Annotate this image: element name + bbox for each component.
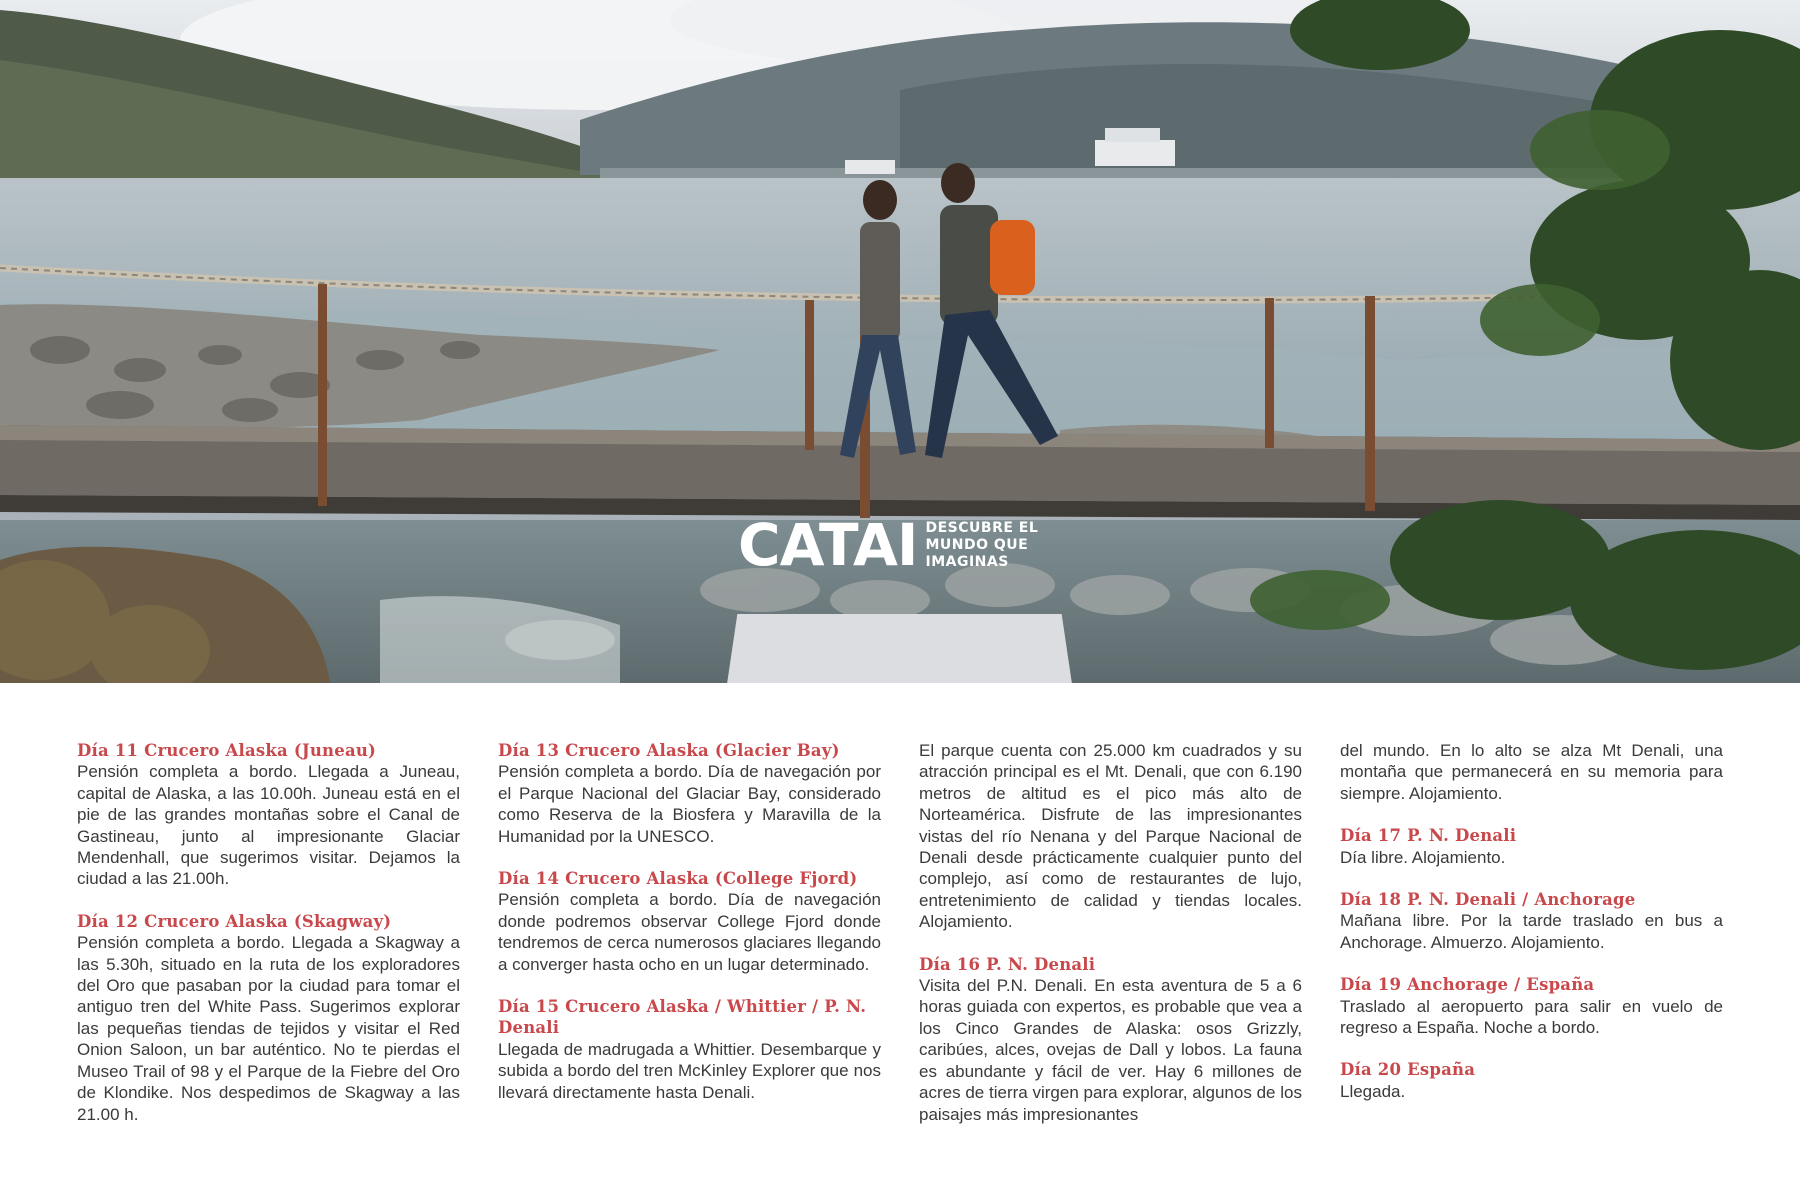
day-entry bbox=[1340, 1059, 1723, 1102]
day-title: Día 14 Crucero Alaska (College Fjord) bbox=[498, 869, 858, 889]
day-text: Mañana libre. Por la tarde traslado en bus a Anchorage. Almuerzo. Alojamiento. bbox=[1340, 911, 1723, 952]
day-title: Día 15 Crucero Alaska / Whittier / P. N. Denali bbox=[498, 997, 867, 1038]
day-text: El parque cuenta con 25.000 km cuadrados y su atracción principal es el Mt. Denali, que con 6.190 metros de altitud es el pico más alto de Norteamérica. Disfrute de las impresionantes vistas del río Nenana y del Parque Nacional de Denali desde prácticamente cualquier punto del complejo, así como de restaurantes de lujo, entretenimiento de calidad y tiendas locales. Alojamiento. bbox=[919, 741, 1302, 932]
day-title: Día 19 Anchorage / España bbox=[1340, 975, 1595, 995]
itinerary-columns bbox=[77, 740, 1727, 1160]
column-4 bbox=[1340, 740, 1723, 1160]
day-entry bbox=[1340, 889, 1723, 953]
day-entry bbox=[498, 740, 881, 847]
day-entry bbox=[1340, 825, 1723, 868]
day-entry-continued bbox=[1340, 740, 1723, 804]
day-text: Llegada de madrugada a Whittier. Desembarque y subida a bordo del tren McKinley Explorer que nos llevará directamente hasta Denali. bbox=[498, 1039, 881, 1102]
column-1 bbox=[77, 740, 460, 1160]
day-entry bbox=[919, 954, 1302, 1125]
day-text: Pensión completa a bordo. Día de navegación por el Parque Nacional del Glaciar Bay, considerado como Reserva de la Biosfera y Maravilla de la Humanidad por la UNESCO. bbox=[498, 762, 881, 846]
day-text: Pensión completa a bordo. Llegada a Juneau, capital de Alaska, a las 10.00h. Juneau está en el pie de las grandes montañas sobre el Canal de Gastineau, junto al impresionante Glaciar Mendenhall, que sugerimos visitar. Dejamos la ciudad a las 21.00h. bbox=[77, 762, 460, 889]
column-2 bbox=[498, 740, 881, 1160]
brand-name: CATAI bbox=[738, 511, 918, 579]
day-text: Día libre. Alojamiento. bbox=[1340, 847, 1506, 867]
day-entry-continued bbox=[919, 740, 1302, 933]
day-entry bbox=[498, 996, 881, 1103]
day-title: Día 18 P. N. Denali / Anchorage bbox=[1340, 890, 1636, 910]
day-title: Día 12 Crucero Alaska (Skagway) bbox=[77, 911, 392, 931]
day-title: Día 11 Crucero Alaska (Juneau) bbox=[77, 741, 377, 760]
brand-tagline-line-3: IMAGINAS bbox=[925, 553, 1009, 570]
day-title: Día 16 P. N. Denali bbox=[919, 954, 1096, 974]
day-text: Llegada. bbox=[1340, 1081, 1406, 1101]
decorative-tab bbox=[727, 614, 1072, 683]
brand-tagline-line-2: MUNDO QUE bbox=[925, 536, 1029, 553]
day-title: Día 13 Crucero Alaska (Glacier Bay) bbox=[498, 741, 840, 760]
day-text: Visita del P.N. Denali. En esta aventura de 5 a 6 horas guiada con expertos, es probable que vea a los Cinco Grandes de Alaska: osos Grizzly, caribúes, alces, ovejas de Dall y lobos. La fauna es abundante y fácil de ver. Hay 6 millones de acres de tierra virgen para explorar, algunos de los paisajes más impresionantes bbox=[919, 976, 1302, 1124]
brand-tagline-line-1: DESCUBRE EL bbox=[925, 519, 1039, 536]
day-text: Pensión completa a bordo. Llegada a Skagway a las 5.30h, situado en la ruta de los exploradores del Oro que pasaban por la ciudad para tomar el antiguo tren del White Pass. Sugerimos explorar las pequeñas tiendas de tejidos y visitar el Red Onion Saloon, un bar auténtico. No te pierdas el Museo Trail of 98 y el Parque de la Fiebre del Oro de Klondike. Nos despedimos de Skagway a las 21.00 h. bbox=[77, 933, 460, 1124]
day-text: del mundo. En lo alto se alza Mt Denali, una montaña que permanecerá en su memoria para siempre. Alojamiento. bbox=[1340, 741, 1723, 803]
day-title: Día 20 España bbox=[1340, 1060, 1476, 1080]
day-text: Traslado al aeropuerto para salir en vuelo de regreso a España. Noche a bordo. bbox=[1340, 996, 1723, 1038]
brand-tagline bbox=[925, 520, 1038, 571]
day-entry bbox=[77, 740, 460, 890]
day-entry bbox=[1340, 974, 1723, 1038]
column-3 bbox=[919, 740, 1302, 1160]
day-title: Día 17 P. N. Denali bbox=[1340, 826, 1517, 846]
catai-logo bbox=[738, 511, 1039, 579]
day-text: Pensión completa a bordo. Día de navegación donde podremos observar College Fjord donde tendremos de cerca numerosos glaciares llegando a converger hasta ocho en un lugar determinado. bbox=[498, 890, 881, 974]
day-entry bbox=[498, 868, 881, 975]
day-entry bbox=[77, 911, 460, 1125]
